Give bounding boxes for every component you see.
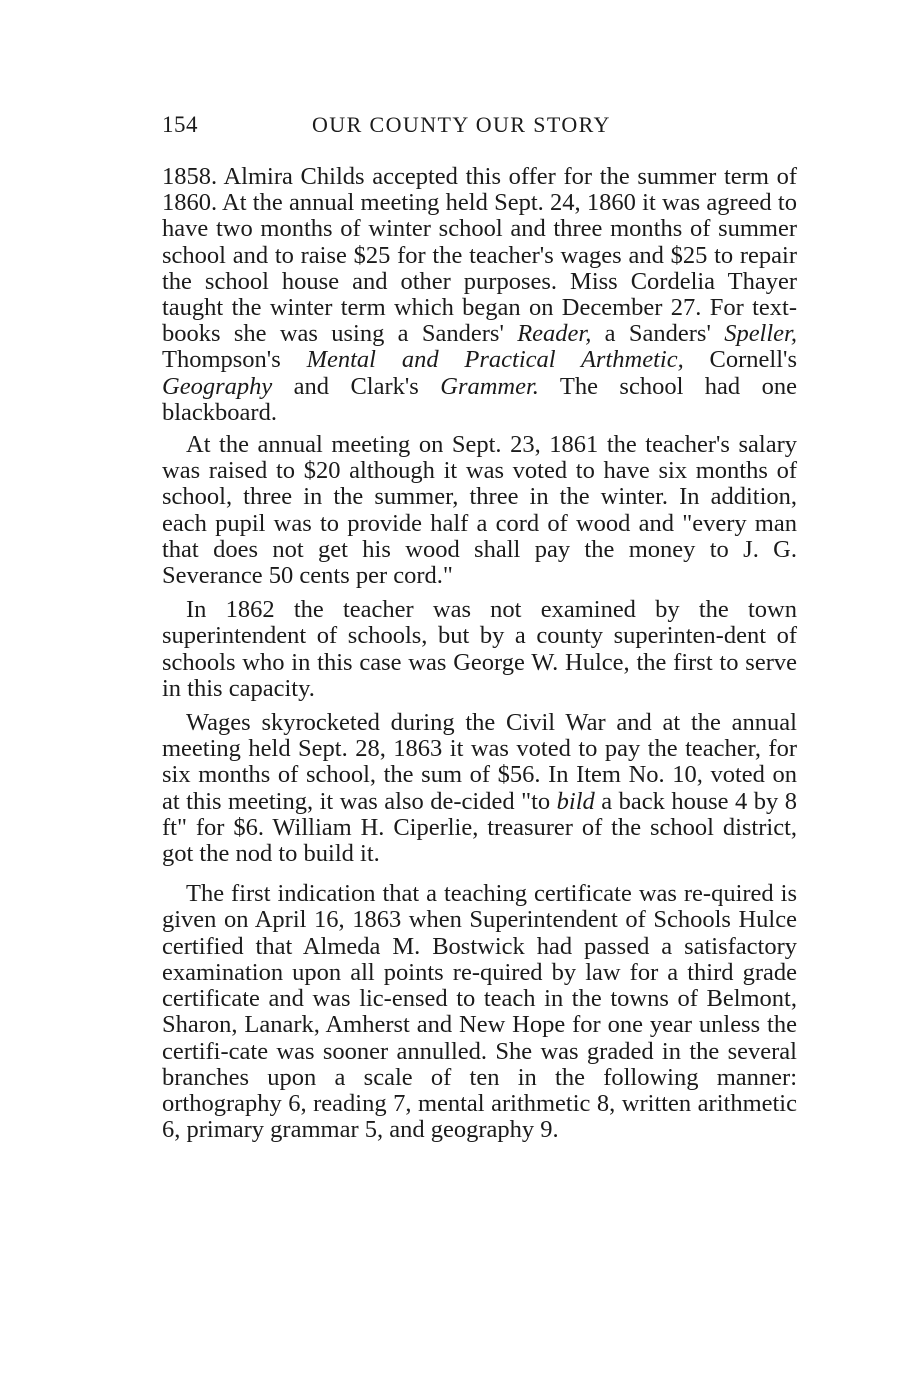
- book-title-speller: Speller,: [724, 320, 797, 348]
- text-run: 1858. Almira Childs accepted this offer for the summer term of 1860. At the annual meeting held Sept. 24, 1860 it was agreed to have two months of winter school and three months of summer school and to raise $25 for the teacher's wages and $25 to repair the school house and other purposes. Miss Cordelia Thayer taught the winter term which began on December 27. For text-books she was using a Sanders': [162, 163, 797, 348]
- body-text: [162, 164, 797, 1143]
- paragraph-1: [162, 164, 797, 426]
- text-run: a Sanders': [591, 320, 725, 348]
- page-number: 154: [162, 112, 198, 137]
- text-run: At the annual meeting on Sept. 23, 1861 the teacher's salary was raised to $20 although it was voted to have six months of school, three in the summer, three in the winter. In addition, each pupil was to provide half a cord of wood and "every man that does not get his wood shall pay the money to J. G. Severance 50 cents per cord.": [162, 431, 797, 590]
- running-head: [162, 112, 797, 142]
- paragraph-4: [162, 710, 797, 867]
- book-title-reader: Reader,: [517, 320, 592, 348]
- book-title-arithmetic: Mental and Practical Arthmetic,: [306, 346, 684, 374]
- text-run: The school had one blackboard.: [162, 372, 797, 426]
- paragraph-2: [162, 432, 797, 589]
- running-title: OUR COUNTY OUR STORY: [312, 112, 611, 137]
- paragraph-3: [162, 597, 797, 702]
- text-run: In 1862 the teacher was not examined by the town superintendent of schools, but by a county superinten-dent of schools who in this case was George W. Hulce, the first to serve in this capacity.: [162, 596, 797, 702]
- text-run: and Clark's: [272, 372, 441, 400]
- book-title-geography: Geography: [162, 372, 273, 400]
- text-run: Cornell's: [683, 346, 797, 374]
- text-run: Thompson's: [162, 346, 307, 374]
- text-run: The first indication that a teaching certificate was re-quired is given on April 16, 1863 when Superintendent of Schools Hulce certified that Almeda M. Bostwick had passed a satisfactory examination upon all points re-quired by law for a third grade certificate and was lic-ensed to teach in the towns of Belmont, Sharon, Lanark, Amherst and New Hope for one year unless the certifi-cate was sooner annulled. She was graded in the several branches upon a scale of ten in the following manner: orthography 6, reading 7, mental arithmetic 8, written arithmetic 6, primary grammar 5, and geography 9.: [162, 880, 797, 1144]
- book-title-grammer: Grammer.: [440, 372, 539, 400]
- paragraph-5: [162, 881, 797, 1143]
- text-run: a back house 4 by 8 ft" for $6. William H. Ciperlie, treasurer of the school district, got the nod to build it.: [162, 787, 797, 868]
- quoted-word-bild: bild: [556, 787, 595, 815]
- text-run: Wages skyrocketed during the Civil War and at the annual meeting held Sept. 28, 1863 it was voted to pay the teacher, for six months of school, the sum of $56. In Item No. 10, voted on at this meeting, it was also de-cided "to: [162, 709, 797, 815]
